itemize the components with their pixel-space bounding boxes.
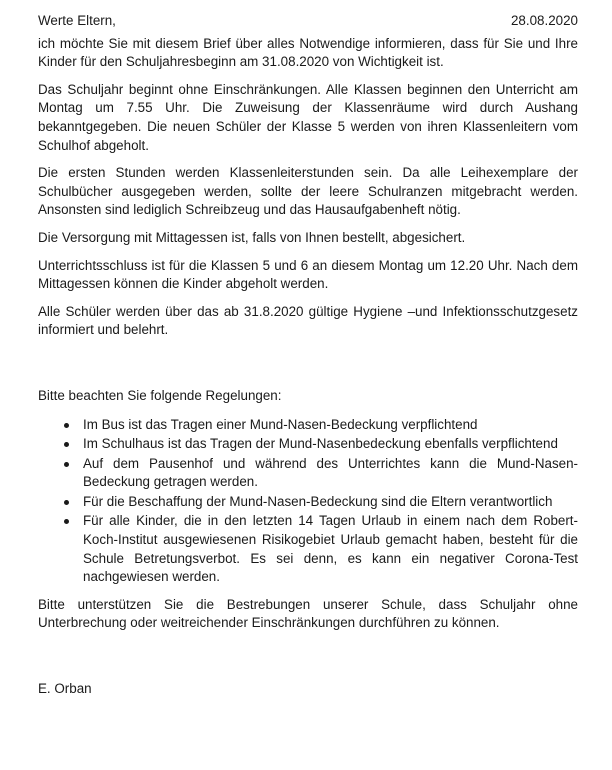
paragraph-hygiene: Alle Schüler werden über das ab 31.8.2020 gültige Hygiene –und Infektionsschutzgesetz informiert und belehrt. bbox=[38, 303, 578, 338]
bullet-icon bbox=[64, 500, 69, 505]
paragraph-intro: ich möchte Sie mit diesem Brief über alles Notwendige informieren, dass für Sie und Ihre Kinder für den Schuljahresbeginn am 31.08.2020 von Wichtigkeit ist. bbox=[38, 35, 578, 70]
rules-list bbox=[38, 416, 578, 587]
bullet-icon bbox=[64, 442, 69, 447]
letter-header bbox=[38, 12, 578, 31]
rule-text: Für alle Kinder, die in den letzten 14 Tagen Urlaub in einem nach dem Robert-Koch-Institut ausgewiesenen Risikogebiet Urlaub gemacht haben, besteht für die Schule Betretungsverbot. Es sei denn, es kann ein negativer Corona-Test nachgewiesen werden. bbox=[83, 513, 578, 585]
paragraph-closing: Bitte unterstützen Sie die Bestrebungen unserer Schule, dass Schuljahr ohne Unterbrechung oder weitreichender Einschränkungen durchführen zu können. bbox=[38, 596, 578, 631]
spacer bbox=[38, 642, 578, 680]
bullet-icon bbox=[64, 519, 69, 524]
paragraph-first-lessons: Die ersten Stunden werden Klassenleiterstunden sein. Da alle Leihexemplare der Schulbücher ausgegeben werden, sollte der leere Schulranzen mitgebracht werden. Ansonsten sind lediglich Schreibzeug und das Hausaufgabenheft nötig. bbox=[38, 165, 578, 218]
paragraph-end-of-lessons: Unterrichtsschluss ist für die Klassen 5 und 6 an diesem Montag um 12.20 Uhr. Nach dem Mittagessen können die Kinder abgeholt werden. bbox=[38, 257, 578, 292]
rule-text: Auf dem Pausenhof und während des Unterrichtes kann die Mund-Nasen-Bedeckung getragen werden. bbox=[83, 455, 578, 490]
rules-intro: Bitte beachten Sie folgende Regelungen: bbox=[38, 387, 282, 403]
letter-date: 28.08.2020 bbox=[510, 13, 578, 28]
rule-text: Im Bus ist das Tragen einer Mund-Nasen-Bedeckung verpflichtend bbox=[83, 416, 478, 432]
list-item bbox=[38, 455, 578, 492]
rule-text: Im Schulhaus ist das Tragen der Mund-Nasenbedeckung ebenfalls verpflichtend bbox=[83, 436, 558, 452]
list-item bbox=[38, 416, 578, 435]
rule-text: Für die Beschaffung der Mund-Nasen-Bedeckung sind die Eltern verantwortlich bbox=[83, 493, 553, 509]
list-item bbox=[38, 512, 578, 586]
salutation: Werte Eltern, bbox=[38, 13, 116, 28]
bullet-icon bbox=[64, 462, 69, 467]
paragraph-school-start: Das Schuljahr beginnt ohne Einschränkungen. Alle Klassen beginnen den Unterricht am Montag um 7.55 Uhr. Die Zuweisung der Klassenräume wird durch Aushang bekanntgegeben. Die neuen Schüler der Klasse 5 werden von ihren Klassenleitern vom Schulhof abgeholt. bbox=[38, 81, 578, 153]
spacer bbox=[38, 349, 578, 387]
letter bbox=[38, 12, 578, 699]
bullet-icon bbox=[64, 423, 69, 428]
signature: E. Orban bbox=[38, 681, 92, 697]
list-item bbox=[38, 493, 578, 512]
list-item bbox=[38, 435, 578, 454]
paragraph-lunch: Die Versorgung mit Mittagessen ist, falls von Ihnen bestellt, abgesichert. bbox=[38, 229, 466, 245]
